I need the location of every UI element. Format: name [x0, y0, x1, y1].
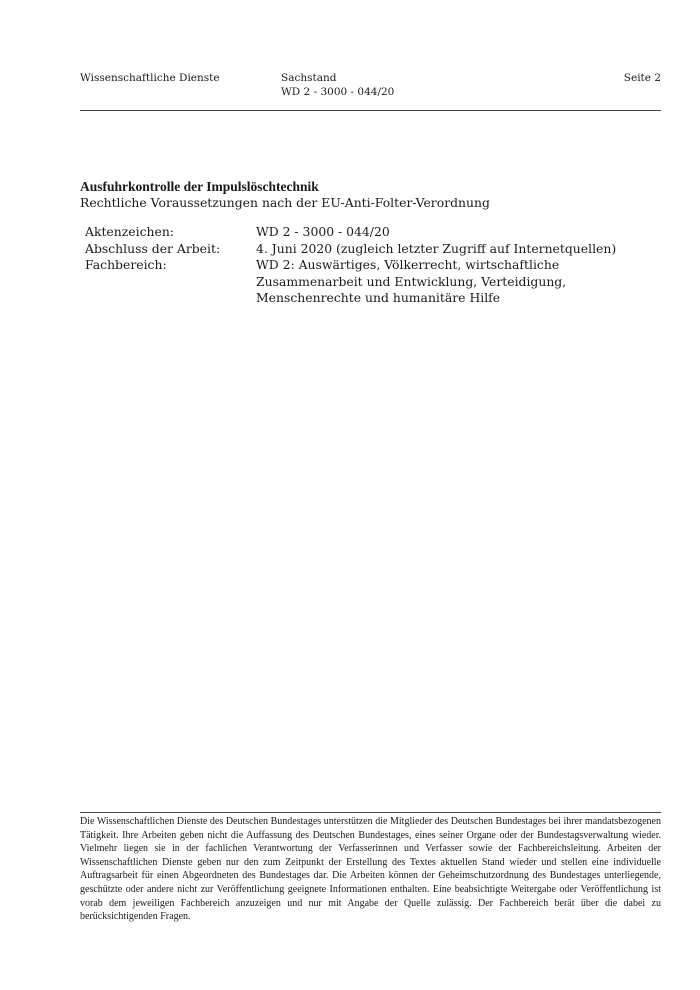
document-title: Ausfuhrkontrolle der Impulslöschtechnik — [80, 179, 319, 194]
page-header — [80, 71, 661, 111]
header-document-reference: WD 2 - 3000 - 044/20 — [281, 86, 395, 98]
footer-divider — [80, 812, 661, 813]
header-organization: Wissenschaftliche Dienste — [80, 72, 220, 84]
header-page-number: Seite 2 — [623, 72, 661, 84]
metadata-value: WD 2 - 3000 - 044/20 — [256, 224, 390, 239]
document-subtitle: Rechtliche Voraussetzungen nach der EU-Anti-Folter-Verordnung — [80, 195, 490, 210]
header-document-info — [281, 71, 394, 99]
metadata-label: Fachbereich: — [85, 257, 167, 272]
title-block — [80, 179, 661, 211]
metadata-row-completion-date — [85, 241, 665, 258]
header-divider — [80, 110, 661, 111]
metadata-value: 4. Juni 2020 (zugleich letzter Zugriff auf Internetquellen) — [256, 240, 617, 256]
metadata-table — [85, 224, 665, 307]
header-document-type: Sachstand — [281, 72, 337, 84]
metadata-row-file-number — [85, 224, 665, 241]
metadata-row-department — [85, 257, 665, 307]
metadata-value: WD 2: Auswärtiges, Völkerrecht, wirtschaftliche Zusammenarbeit und Entwicklung, Verteidigung, Menschenrechte und humanitäre Hilfe — [256, 257, 567, 305]
metadata-label: Abschluss der Arbeit: — [85, 240, 221, 256]
disclaimer-text: Die Wissenschaftlichen Dienste des Deutschen Bundestages unterstützen die Mitglieder des Deutschen Bundestages bei ihrer mandatsbezogenen Tätigkeit. Ihre Arbeiten geben nicht die Auffassung des Deutschen Bundestages, eines seiner Organe oder der Bundestagsverwaltung wieder. Vielmehr liegen sie in der fachlichen Verantwortung der Verfasserinnen und Verfasser sowie der Fachbereichsleitung. Arbeiten der Wissenschaftlichen Dienste geben nur den zum Zeitpunkt der Erstellung des Textes aktuellen Stand wieder und stellen eine individuelle Auftragsarbeit für einen Abgeordneten des Bundestages dar. Die Arbeiten können der Geheimschutzordnung des Bundestages unterliegende, geschützte oder andere nicht zur Veröffentlichung geeignete Informationen enthalten. Eine beabsichtigte Weitergabe oder Veröffentlichung ist vorab dem jeweiligen Fachbereich anzuzeigen und nur mit Angabe der Quelle zulässig. Der Fachbereich berät über die dabei zu berücksichtigenden Fragen. — [80, 816, 661, 923]
metadata-label: Aktenzeichen: — [85, 224, 174, 239]
